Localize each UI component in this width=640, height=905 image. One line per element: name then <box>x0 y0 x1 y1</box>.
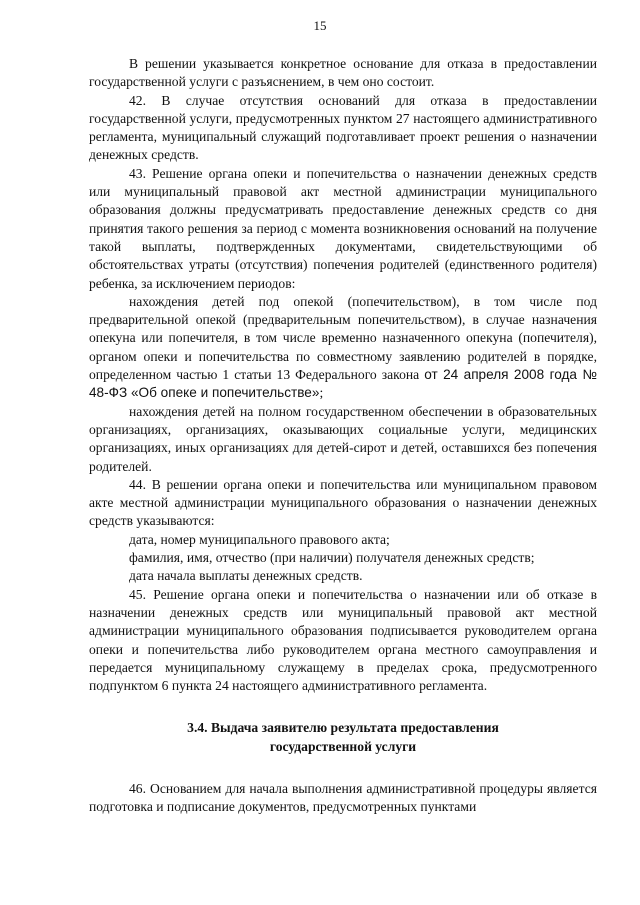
paragraph-42: 42. В случае отсутствия оснований для отказа в предоставлении государственной услуги, предусмотренных пунктом 27 настоящего административного регламента, муниципальный служащий подготавливает проект решения о назначении денежных средств. <box>89 92 597 163</box>
list-item-date-number: дата, номер муниципального правового акта; <box>129 531 390 547</box>
paragraph-43: 43. Решение органа опеки и попечительства о назначении денежных средств или муниципальный правовой акт местной администрации муниципального образования должны предусматривать предоставление денежных средств со дня принятия такого решения за период с момента возникновения оснований на получение такой выплаты, подтвержденных документами, свидетельствующими об обстоятельствах утраты (отсутствия) попечения родителей (единственного родителя) ребенка, за исключением периодов: <box>89 165 597 291</box>
list-item-recipient-name: фамилия, имя, отчество (при наличии) получателя денежных средств; <box>129 550 535 566</box>
page-number: 15 <box>313 18 327 33</box>
list-item-start-date: дата начала выплаты денежных средств. <box>129 568 363 584</box>
paragraph-45: 45. Решение органа опеки и попечительства о назначении или об отказе в назначении денежных средств или муниципальный правовой акт местной администрации муниципального образования подписывается руководителем органа опеки и попечительства либо руководителем органа местного самоуправления и передается муниципальному служащему в пределах срока, предусмотренного подпунктом 6 пункта 24 настоящего административного регламента. <box>89 586 597 694</box>
section-heading-line-1: 3.4. Выдача заявителю результата предоставления <box>187 720 499 736</box>
paragraph-44: 44. В решении органа опеки и попечительства или муниципальном правовом акте местной администрации муниципального образования о назначении денежных средств указываются: <box>89 476 597 529</box>
custody-end: ; <box>319 385 324 401</box>
paragraph-46: 46. Основанием для начала выполнения административной процедуры является подготовка и подписание документов, предусмотренных пунктами <box>89 780 597 815</box>
custody-text: нахождения детей под опекой (попечительством), в том числе под предварительной опекой (предварительным попечительством), в случае назначения опекуна или попечителя, в том числе временно назначенного опекуна (попечителя), органом опеки и попечительства по совместному заявлению родителей в порядке, определенном частью 1 статьи 13 Федерального закона <box>89 293 597 383</box>
document-body <box>89 55 597 817</box>
federal-law-reference: от 24 апреля 2008 года № 48-ФЗ «Об опеке и попечительстве» <box>89 367 597 401</box>
section-heading-line-2: государственной услуги <box>269 738 417 754</box>
paragraph-state-support: нахождения детей на полном государственном обеспечении в образовательных организациях, организациях, оказывающих социальные услуги, медицинских организациях, иных организациях для детей-сирот и детей, оставшихся без попечения родителей. <box>89 403 597 474</box>
paragraph-refusal-reason: В решении указывается конкретное основание для отказа в предоставлении государственной услуги с разъяснением, в чем оно состоит. <box>89 56 597 90</box>
paragraph-custody <box>89 293 597 403</box>
section-heading <box>89 719 597 756</box>
